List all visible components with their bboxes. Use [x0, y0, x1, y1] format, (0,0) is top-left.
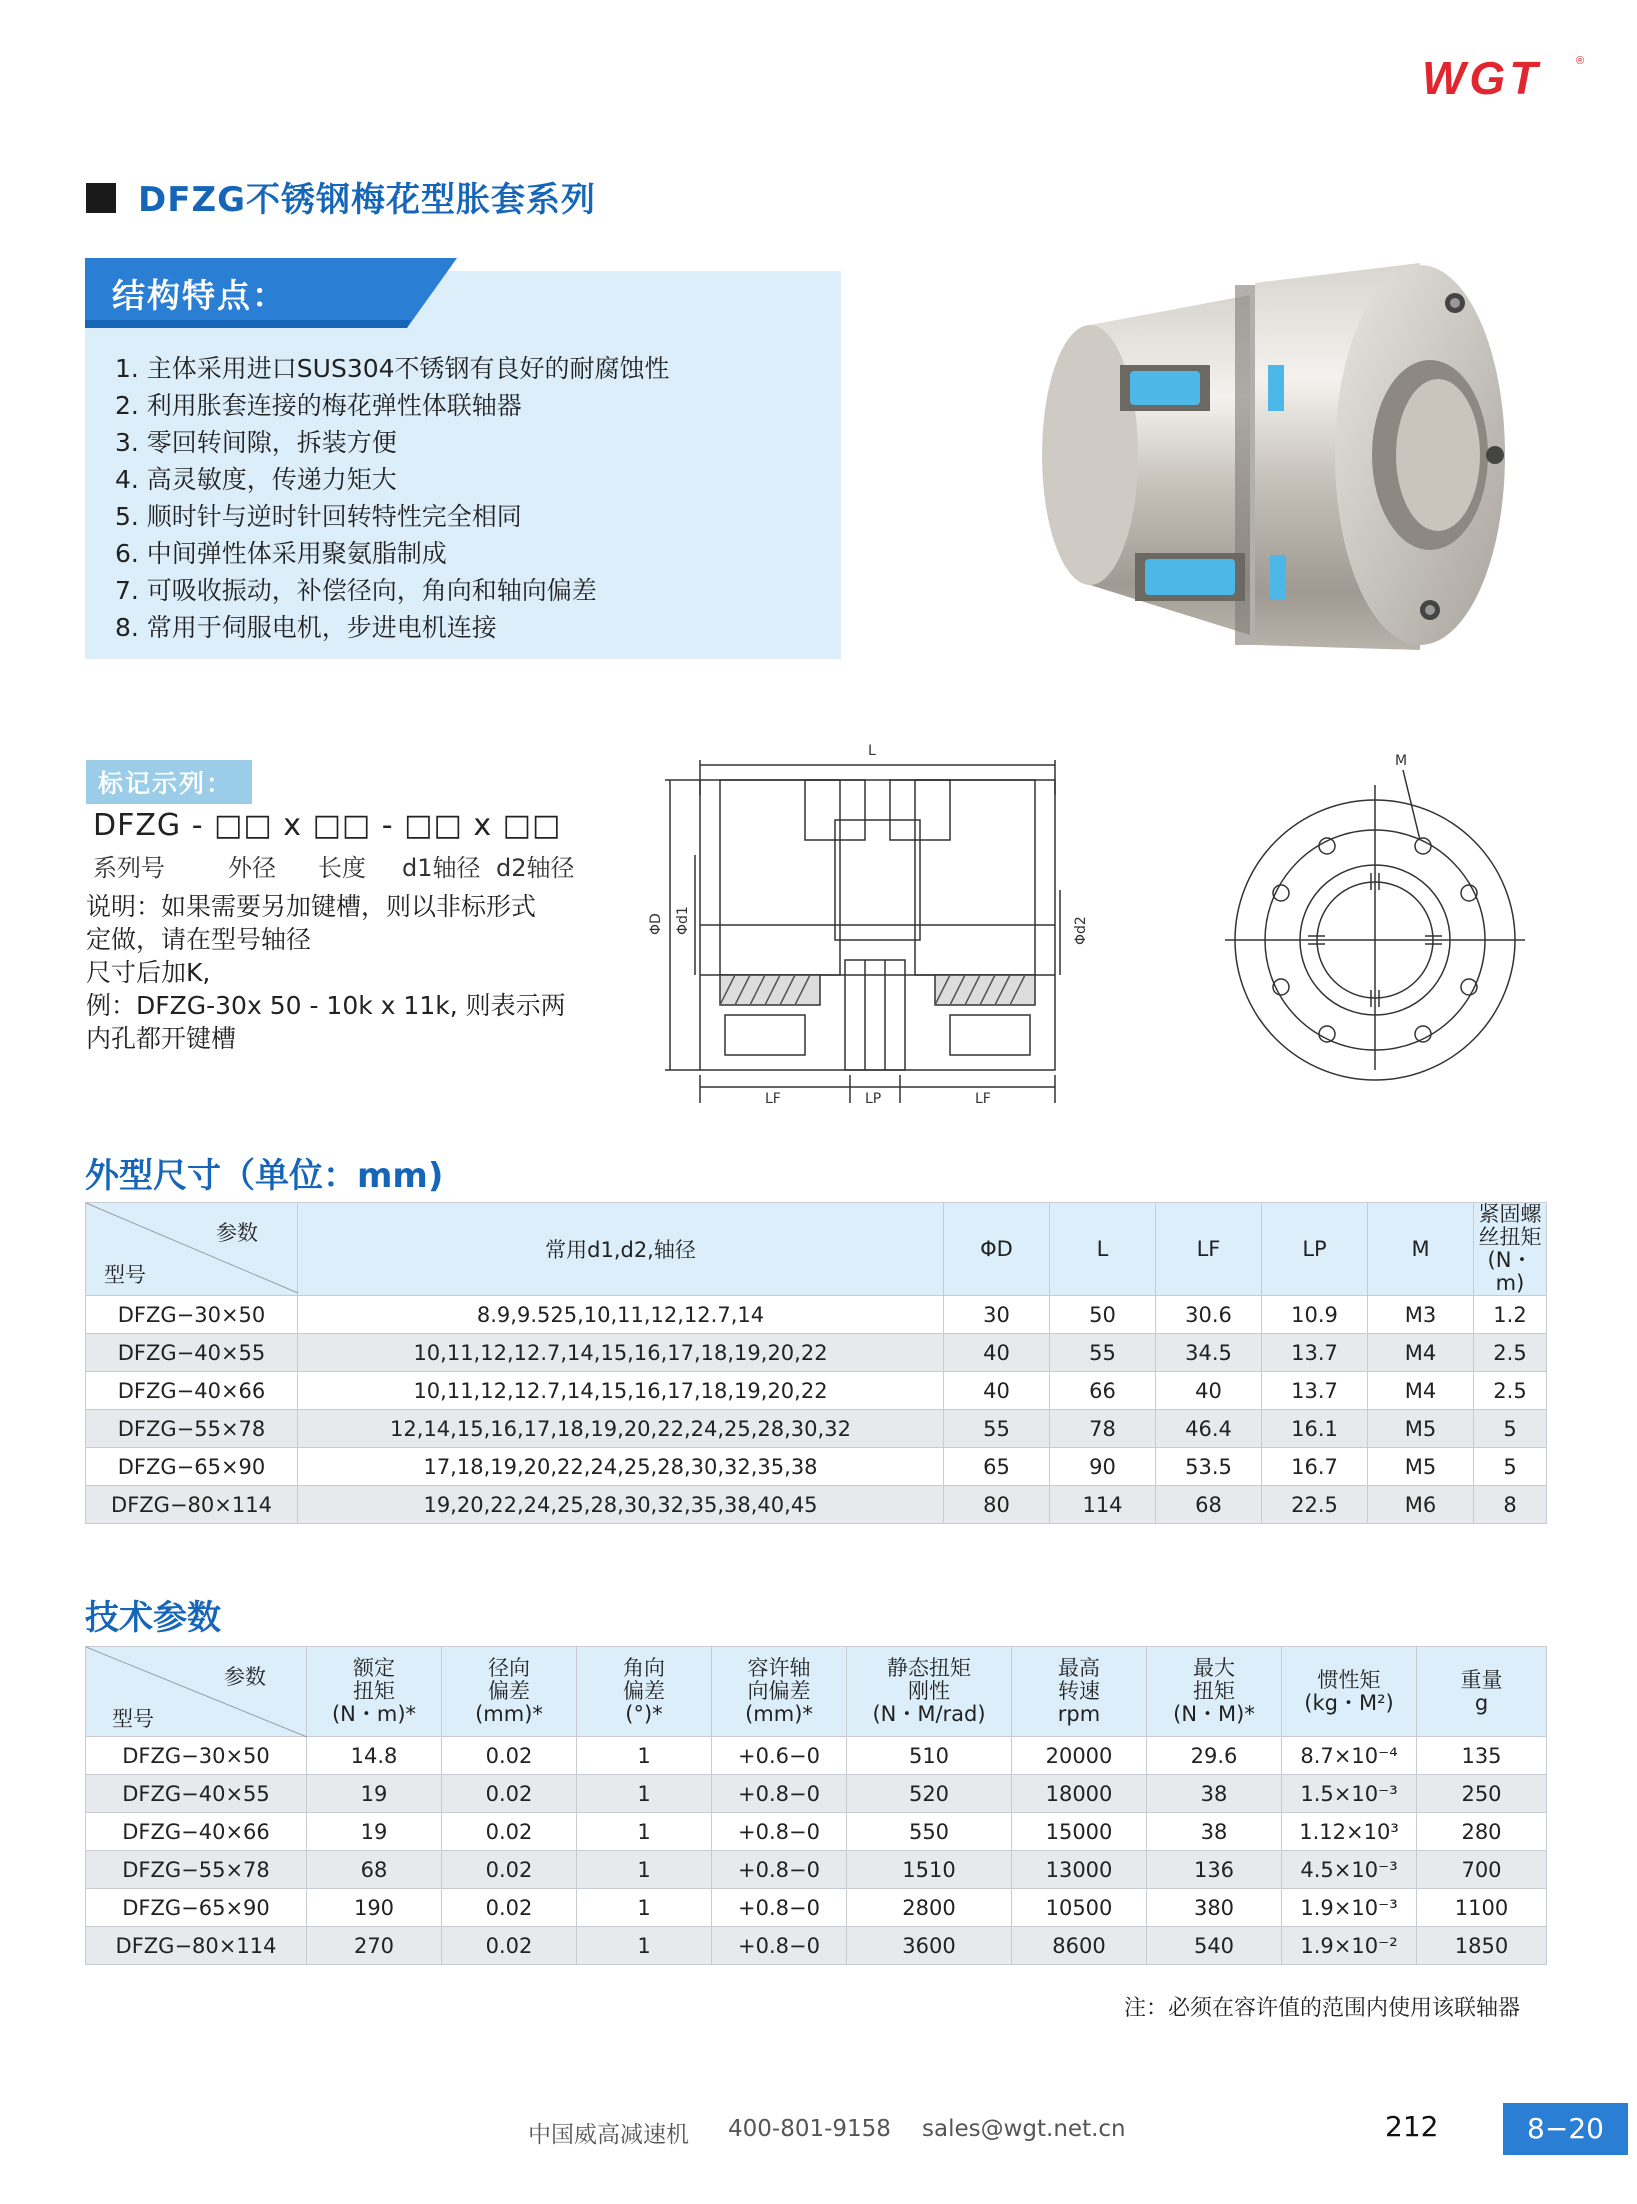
page-number: 212	[1385, 2110, 1439, 2143]
table-cell: 1.9×10⁻²	[1282, 1927, 1417, 1965]
table-cell: 700	[1417, 1851, 1547, 1889]
model-cell: DFZG−65×90	[86, 1448, 298, 1486]
note-line: 尺寸后加K,	[86, 958, 211, 987]
feature-item: 2. 利用胀套连接的梅花弹性体联轴器	[115, 391, 522, 420]
table-cell: 0.02	[442, 1813, 577, 1851]
table-row	[86, 1889, 1547, 1927]
column-header	[847, 1647, 1012, 1737]
table-cell: 1	[577, 1775, 712, 1813]
header-line: 重量	[1460, 1667, 1503, 1692]
table-row	[86, 1486, 1547, 1524]
note-line: 例：DFZG-30x 50 - 10k x 11k, 则表示两	[86, 991, 566, 1020]
header-line: 最大	[1193, 1656, 1235, 1680]
header-line: 丝扭矩	[1478, 1225, 1542, 1249]
table-cell: 5	[1474, 1410, 1547, 1448]
table-cell: 13.7	[1262, 1372, 1368, 1410]
table-cell: 30	[944, 1296, 1050, 1334]
dim-label-LF: LF	[765, 1091, 781, 1107]
table-cell: 55	[1050, 1334, 1156, 1372]
table-cell: 90	[1050, 1448, 1156, 1486]
table-cell: 19	[307, 1813, 442, 1851]
header-line: rpm	[1057, 1702, 1101, 1726]
table-cell: 14.8	[307, 1737, 442, 1775]
dim-label-phiD: ΦD	[648, 913, 664, 935]
table-cell: 16.1	[1262, 1410, 1368, 1448]
column-header	[1474, 1203, 1547, 1296]
table-cell: 1.5×10⁻³	[1282, 1775, 1417, 1813]
marking-label: 外径	[228, 854, 276, 882]
header-line: g	[1474, 1690, 1489, 1715]
marking-code: DFZG - □□ x □□ - □□ x □□	[93, 808, 562, 843]
marking-notes	[86, 890, 566, 1055]
table-cell: 66	[1050, 1372, 1156, 1410]
note-line: 定做，请在型号轴径	[86, 925, 312, 954]
table-cell: 8.9,9.525,10,11,12,12.7,14	[298, 1296, 944, 1334]
table-cell: 29.6	[1147, 1737, 1282, 1775]
dim-label-phid2: Φd2	[1073, 916, 1089, 945]
table-cell: 0.02	[442, 1851, 577, 1889]
table-cell: 38	[1147, 1813, 1282, 1851]
coupling-product-photo	[1000, 255, 1580, 675]
table-cell: M6	[1368, 1486, 1474, 1524]
column-header	[1417, 1647, 1547, 1737]
marking-heading: 标记示列：	[98, 769, 234, 798]
table-cell: M5	[1368, 1448, 1474, 1486]
table-cell: 19	[307, 1775, 442, 1813]
header-line: 角向	[623, 1656, 665, 1680]
feature-item: 5. 顺时针与逆时针回转特性完全相同	[115, 502, 522, 531]
table-cell: 19,20,22,24,25,28,30,32,35,38,40,45	[298, 1486, 944, 1524]
table-cell: 8600	[1012, 1927, 1147, 1965]
column-header	[577, 1647, 712, 1737]
table-cell: 2.5	[1474, 1334, 1547, 1372]
table-row	[86, 1737, 1547, 1775]
table-row	[86, 1813, 1547, 1851]
table-row	[86, 1775, 1547, 1813]
table-cell: 1.9×10⁻³	[1282, 1889, 1417, 1927]
model-cell: DFZG−65×90	[86, 1889, 307, 1927]
table-cell: 46.4	[1156, 1410, 1262, 1448]
features-heading: 结构特点：	[112, 276, 287, 315]
table-cell: +0.8−0	[712, 1813, 847, 1851]
header-line: 刚性	[908, 1679, 950, 1703]
column-header	[712, 1647, 847, 1737]
table-cell: 13000	[1012, 1851, 1147, 1889]
header-line: 静态扭矩	[887, 1656, 971, 1680]
header-line: (°)*	[625, 1702, 663, 1726]
header-line: 偏差	[623, 1679, 665, 1703]
dimensions-title: 外型尺寸（单位：mm)	[85, 1156, 444, 1196]
table-cell: 80	[944, 1486, 1050, 1524]
column-header	[1282, 1647, 1417, 1737]
column-header	[442, 1647, 577, 1737]
dimensions-table	[85, 1202, 1547, 1524]
header-line: (N・M/rad)	[872, 1702, 986, 1726]
header-line: (mm)*	[745, 1702, 813, 1726]
corner-model-label: 型号	[112, 1707, 154, 1731]
table-corner-cell	[86, 1203, 298, 1296]
table-cell: 40	[1156, 1372, 1262, 1410]
table-cell: 15000	[1012, 1813, 1147, 1851]
table-cell: 16.7	[1262, 1448, 1368, 1486]
page-title: DFZG不锈钢梅花型胀套系列	[138, 180, 597, 220]
side-view-drawing	[625, 735, 1089, 1107]
corner-param-label: 参数	[224, 1665, 266, 1689]
feature-item: 4. 高灵敏度，传递力矩大	[115, 465, 397, 494]
table-cell: 50	[1050, 1296, 1156, 1334]
table-cell: M4	[1368, 1372, 1474, 1410]
header-line: (kg・M²)	[1304, 1690, 1394, 1715]
table-cell: 0.02	[442, 1889, 577, 1927]
technical-table-body	[86, 1737, 1547, 1965]
model-cell: DFZG−55×78	[86, 1851, 307, 1889]
header-line: 扭矩	[353, 1679, 395, 1703]
table-cell: 8	[1474, 1486, 1547, 1524]
table-cell: 5	[1474, 1448, 1547, 1486]
table-cell: 4.5×10⁻³	[1282, 1851, 1417, 1889]
column-header: ΦD	[944, 1203, 1050, 1296]
technical-table	[85, 1646, 1547, 1965]
header-line: 扭矩	[1193, 1679, 1235, 1703]
table-cell: 250	[1417, 1775, 1547, 1813]
column-header	[1147, 1647, 1282, 1737]
table-cell: 270	[307, 1927, 442, 1965]
table-cell: 10.9	[1262, 1296, 1368, 1334]
table-cell: 68	[307, 1851, 442, 1889]
header-line: 偏差	[488, 1679, 530, 1703]
table-cell: 20000	[1012, 1737, 1147, 1775]
table-row	[86, 1410, 1547, 1448]
column-header: L	[1050, 1203, 1156, 1296]
marking-label: d2轴径	[496, 854, 575, 882]
feature-item: 6. 中间弹性体采用聚氨脂制成	[115, 539, 447, 568]
technical-title: 技术参数	[85, 1598, 221, 1638]
table-cell: 0.02	[442, 1737, 577, 1775]
header-line: 径向	[488, 1656, 530, 1680]
table-row	[86, 1851, 1547, 1889]
table-cell: 65	[944, 1448, 1050, 1486]
table-row	[86, 1296, 1547, 1334]
model-cell: DFZG−30×50	[86, 1737, 307, 1775]
table-cell: 1	[577, 1737, 712, 1775]
table-cell: +0.8−0	[712, 1889, 847, 1927]
table-cell: 30.6	[1156, 1296, 1262, 1334]
table-cell: +0.8−0	[712, 1775, 847, 1813]
model-cell: DFZG−55×78	[86, 1410, 298, 1448]
dim-label-LP: LP	[865, 1091, 882, 1107]
table-cell: M4	[1368, 1334, 1474, 1372]
model-cell: DFZG−80×114	[86, 1927, 307, 1965]
header-line: (N・m)*	[331, 1702, 417, 1726]
column-header: M	[1368, 1203, 1474, 1296]
table-cell: 68	[1156, 1486, 1262, 1524]
header-line: (mm)*	[475, 1702, 543, 1726]
feature-item: 7. 可吸收振动，补偿径向，角向和轴向偏差	[115, 576, 597, 605]
model-cell: DFZG−30×50	[86, 1296, 298, 1334]
table-cell: 190	[307, 1889, 442, 1927]
marking-label: 长度	[318, 854, 366, 882]
marking-label: d1轴径	[402, 854, 481, 882]
table-cell: 280	[1417, 1813, 1547, 1851]
table-cell: M5	[1368, 1410, 1474, 1448]
table-cell: 10,11,12,12.7,14,15,16,17,18,19,20,22	[298, 1372, 944, 1410]
header-line: 向偏差	[747, 1679, 811, 1703]
dimensions-table-body	[86, 1296, 1547, 1524]
dim-label-phid1: Φd1	[675, 906, 691, 935]
table-cell: 38	[1147, 1775, 1282, 1813]
table-cell: 3600	[847, 1927, 1012, 1965]
table-cell: +0.8−0	[712, 1851, 847, 1889]
feature-item: 1. 主体采用进口SUS304不锈钢有良好的耐腐蚀性	[115, 354, 670, 383]
table-cell: 53.5	[1156, 1448, 1262, 1486]
table-cell: 0.02	[442, 1927, 577, 1965]
model-cell: DFZG−40×66	[86, 1813, 307, 1851]
table-cell: 10,11,12,12.7,14,15,16,17,18,19,20,22	[298, 1334, 944, 1372]
column-header: 常用d1,d2,轴径	[298, 1203, 944, 1296]
table-row	[86, 1372, 1547, 1410]
footer-phone: 400-801-9158	[728, 2116, 891, 2142]
table-cell: 8.7×10⁻⁴	[1282, 1737, 1417, 1775]
end-view-drawing	[1225, 745, 1525, 1070]
table-cell: 510	[847, 1737, 1012, 1775]
header-line: 额定	[353, 1656, 395, 1680]
table-corner-cell	[86, 1647, 307, 1737]
model-cell: DFZG−80×114	[86, 1486, 298, 1524]
table-cell: 18000	[1012, 1775, 1147, 1813]
header-line: 惯性矩	[1317, 1667, 1381, 1692]
footer-email[interactable]: sales@wgt.net.cn	[922, 2116, 1126, 2142]
corner-param-label: 参数	[216, 1221, 258, 1245]
marking-label: 系列号	[93, 854, 165, 882]
table-cell: 1	[577, 1927, 712, 1965]
table-cell: 136	[1147, 1851, 1282, 1889]
table-cell: 1100	[1417, 1889, 1547, 1927]
table-row	[86, 1927, 1547, 1965]
table-cell: 78	[1050, 1410, 1156, 1448]
section-number: 8−20	[1527, 2112, 1604, 2145]
table-cell: 520	[847, 1775, 1012, 1813]
table-cell: 10500	[1012, 1889, 1147, 1927]
table-cell: 40	[944, 1372, 1050, 1410]
table-cell: 34.5	[1156, 1334, 1262, 1372]
header-line: 紧固螺	[1478, 1202, 1542, 1226]
table-row	[86, 1448, 1547, 1486]
footer-company: 中国威高减速机	[528, 2122, 689, 2148]
title-marker	[86, 183, 116, 213]
header-line: 转速	[1058, 1679, 1100, 1703]
table-cell: 1	[577, 1851, 712, 1889]
column-header: LP	[1262, 1203, 1368, 1296]
logo-text: WGT	[1422, 52, 1542, 104]
table-cell: M3	[1368, 1296, 1474, 1334]
column-header	[1012, 1647, 1147, 1737]
table-cell: 17,18,19,20,22,24,25,28,30,32,35,38	[298, 1448, 944, 1486]
header-line: (N・m)	[1487, 1248, 1533, 1295]
dim-label-M: M	[1395, 753, 1408, 769]
feature-item: 3. 零回转间隙，拆装方便	[115, 428, 397, 457]
note-line: 说明：如果需要另加键槽，则以非标形式	[86, 892, 537, 921]
dim-label-LF: LF	[975, 1091, 991, 1107]
dim-label-L: L	[868, 743, 876, 759]
table-cell: 1510	[847, 1851, 1012, 1889]
table-cell: 540	[1147, 1927, 1282, 1965]
table-cell: 22.5	[1262, 1486, 1368, 1524]
header-line: 最高	[1058, 1656, 1100, 1680]
table-cell: 0.02	[442, 1775, 577, 1813]
model-cell: DFZG−40×55	[86, 1334, 298, 1372]
table-cell: +0.6−0	[712, 1737, 847, 1775]
table-cell: 1	[577, 1813, 712, 1851]
table-cell: 1.2	[1474, 1296, 1547, 1334]
features-list	[115, 350, 670, 646]
table-cell: 380	[1147, 1889, 1282, 1927]
table-cell: 55	[944, 1410, 1050, 1448]
table-cell: 550	[847, 1813, 1012, 1851]
table-cell: 40	[944, 1334, 1050, 1372]
table-cell: 114	[1050, 1486, 1156, 1524]
table-cell: 2.5	[1474, 1372, 1547, 1410]
wgt-logo	[1420, 46, 1590, 106]
table-cell: 135	[1417, 1737, 1547, 1775]
feature-item: 8. 常用于伺服电机，步进电机连接	[115, 613, 497, 642]
header-line: 容许轴	[747, 1656, 811, 1680]
usage-note: 注：必须在容许值的范围内使用该联轴器	[1124, 1996, 1521, 2021]
table-cell: 13.7	[1262, 1334, 1368, 1372]
table-row	[86, 1334, 1547, 1372]
header-line: (N・M)*	[1173, 1702, 1255, 1726]
note-line: 内孔都开键槽	[86, 1024, 237, 1053]
corner-model-label: 型号	[104, 1263, 146, 1287]
table-cell: 1	[577, 1889, 712, 1927]
table-cell: 2800	[847, 1889, 1012, 1927]
table-cell: 1.12×10³	[1282, 1813, 1417, 1851]
column-header	[307, 1647, 442, 1737]
table-cell: 1850	[1417, 1927, 1547, 1965]
table-cell: +0.8−0	[712, 1927, 847, 1965]
table-cell: 12,14,15,16,17,18,19,20,22,24,25,28,30,32	[298, 1410, 944, 1448]
column-header: LF	[1156, 1203, 1262, 1296]
model-cell: DFZG−40×66	[86, 1372, 298, 1410]
model-cell: DFZG−40×55	[86, 1775, 307, 1813]
registered-mark: ®	[1576, 55, 1585, 67]
